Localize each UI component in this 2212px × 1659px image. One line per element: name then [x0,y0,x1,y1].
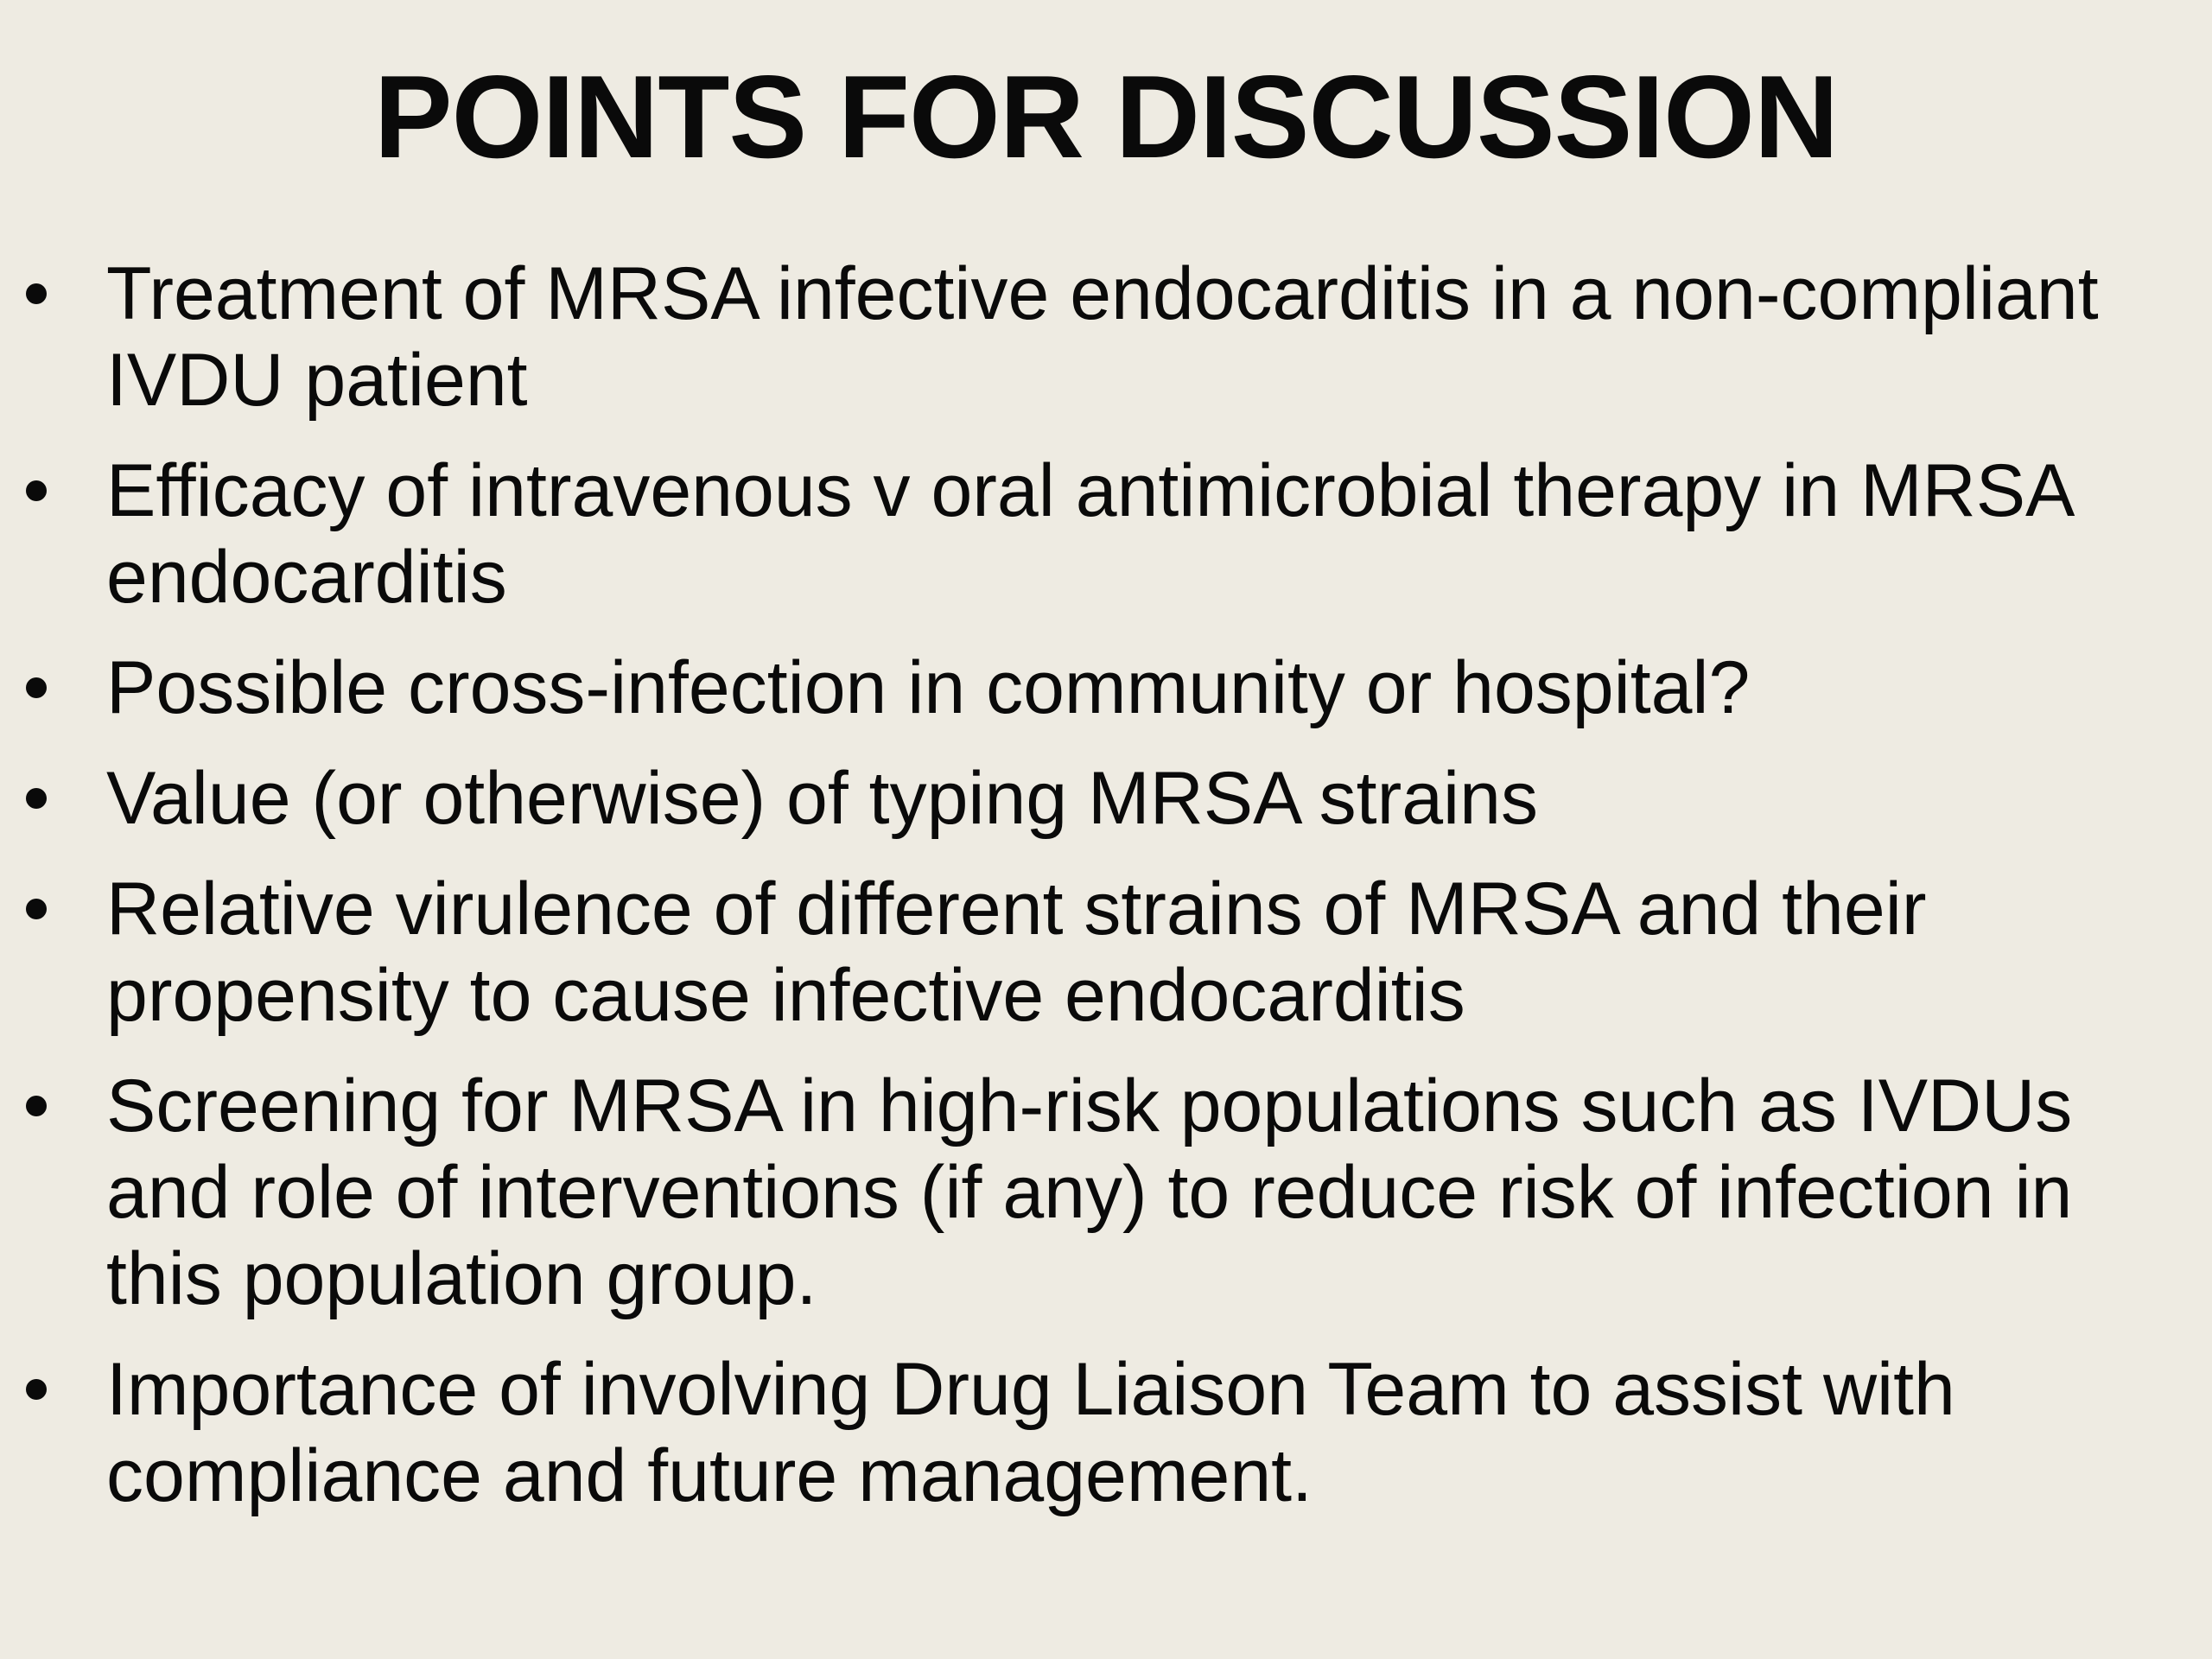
bullet-item-drug-liaison: Importance of involving Drug Liaison Team to assist with compliance and future management. [0,1346,2186,1519]
bullet-item-efficacy: Efficacy of intravenous v oral antimicrobial therapy in MRSA endocarditis [0,448,2186,620]
bullet-item-virulence: Relative virulence of different strains of MRSA and their propensity to cause infective endocarditis [0,866,2186,1039]
bullet-item-treatment: Treatment of MRSA infective endocarditis in a non-compliant IVDU patient [0,251,2186,423]
bullet-item-screening: Screening for MRSA in high-risk populations such as IVDUs and role of interventions (if any) to reduce risk of infection in this population group. [0,1063,2186,1322]
bullet-item-typing: Value (or otherwise) of typing MRSA strains [0,755,2186,842]
bullet-list [0,251,2186,1543]
slide-title: POINTS FOR DISCUSSION [373,51,1839,182]
bullet-item-cross-infection: Possible cross-infection in community or hospital? [0,645,2186,731]
